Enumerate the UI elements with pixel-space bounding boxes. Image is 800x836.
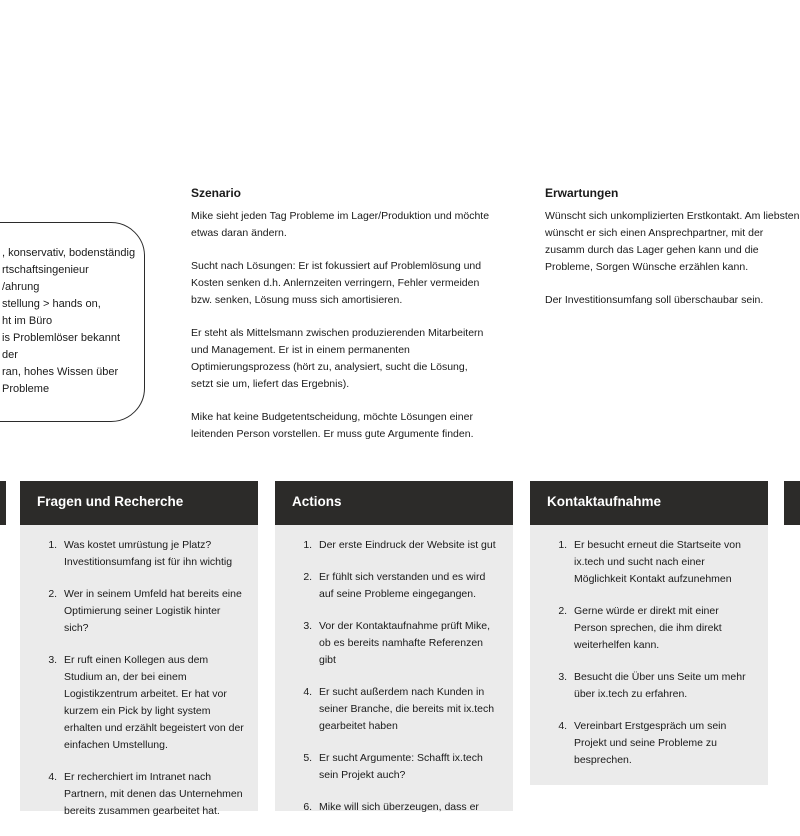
erwartungen-title: Erwartungen: [545, 186, 619, 200]
erwartungen-paragraph: Wünscht sich unkomplizierten Erstkontakt. Am liebsten wünscht er sich einen Ansprechpartner, mit der zusamm durch das Lager gehen kann und die Probleme, Sorgen Wünsche erzählen kann.: [545, 210, 800, 273]
persona-line: ran, hohes Wissen über: [2, 366, 119, 378]
persona-details: [2, 245, 152, 398]
list-item: 5. Er sucht Argumente: Schafft ix.tech sein Projekt auch?: [315, 750, 499, 784]
list-item: 3. Besucht die Über uns Seite um mehr über ix.tech zu erfahren.: [570, 669, 754, 703]
persona-line: rtschaftsingenieur: [2, 264, 89, 276]
column-title: Actions: [275, 481, 513, 525]
persona-line: is Problemlöser bekannt: [2, 332, 121, 344]
szenario-paragraph: Mike sieht jeden Tag Probleme im Lager/Produktion und möchte etwas daran ändern.: [191, 210, 490, 239]
erwartungen-paragraph: Der Investitionsumfang soll überschaubar sein.: [545, 294, 764, 306]
list-item: 2. Er fühlt sich verstanden und es wird auf seine Probleme eingegangen.: [315, 569, 499, 603]
szenario-paragraph: Sucht nach Lösungen: Er ist fokussiert auf Problemlösung und Kosten senken d.h. Anlernzeiten verringern, Fehler vermeiden bzw. senken, Lösung muss sich amortisieren.: [191, 260, 482, 306]
list-item: 4. Er sucht außerdem nach Kunden in seiner Branche, die bereits mit ix.tech gearbeitet haben: [315, 684, 499, 735]
persona-line: /ahrung: [2, 281, 40, 293]
column-fragen-recherche: [20, 481, 258, 817]
column-list: [20, 525, 258, 836]
column-edge-left: [0, 481, 6, 525]
szenario-title: Szenario: [191, 186, 242, 200]
list-item: 6. Mike will sich überzeugen, dass er: [315, 799, 499, 816]
list-item: 3. Er ruft einen Kollegen aus dem Studium an, der bei einem Logistikzentrum arbeitet. Er hat vor kurzem ein Pick by light system erhalten und erzählt begeistert von der einfachen Umstellung.: [60, 652, 244, 754]
persona-line: der: [2, 349, 18, 361]
erwartungen-text: [545, 208, 800, 325]
column-edge-right: [784, 481, 800, 525]
szenario-paragraph: Mike hat keine Budgetentscheidung, möchte Lösungen einer leitenden Person vorstellen. Er muss gute Argumente finden.: [191, 411, 474, 440]
list-item: 1. Er besucht erneut die Startseite von ix.tech und sucht nach einer Möglichkeit Kontakt aufzunehmen: [570, 537, 754, 588]
column-list: [530, 525, 768, 785]
list-item: 4. Vereinbart Erstgespräch um sein Projekt und seine Probleme zu besprechen.: [570, 718, 754, 769]
column-actions: [275, 481, 513, 811]
list-item: 4. Er recherchiert im Intranet nach Partnern, mit denen das Unternehmen bereits zusammen gearbeitet hat.: [60, 769, 244, 820]
column-list: [275, 525, 513, 832]
list-item: 2. Gerne würde er direkt mit einer Person sprechen, die ihm direkt weiterhelfen kann.: [570, 603, 754, 654]
persona-line: Probleme: [2, 383, 50, 395]
list-item: 1. Was kostet umrüstung je Platz? Investitionsumfang ist für ihn wichtig: [60, 537, 244, 571]
szenario-paragraph: Er steht als Mittelsmann zwischen produzierenden Mitarbeitern und Management. Er ist in einem permanenten Optimierungsprozess (hört zu, analysiert, sucht die Lösung, setzt sie um, liefert das Ergebnis).: [191, 327, 484, 390]
column-title: Fragen und Recherche: [20, 481, 258, 525]
szenario-text: [191, 208, 491, 459]
persona-line: stellung > hands on,: [2, 298, 101, 310]
column-kontaktaufnahme: [530, 481, 768, 785]
list-item: 2. Wer in seinem Umfeld hat bereits eine Optimierung seiner Logistik hinter sich?: [60, 586, 244, 637]
persona-line: , konservativ, bodenständig: [2, 247, 136, 259]
persona-line: ht im Büro: [2, 315, 53, 327]
list-item: 3. Vor der Kontaktaufnahme prüft Mike, ob es bereits namhafte Referenzen gibt: [315, 618, 499, 669]
list-item: 1. Der erste Eindruck der Website ist gut: [315, 537, 499, 554]
column-title: Kontaktaufnahme: [530, 481, 768, 525]
